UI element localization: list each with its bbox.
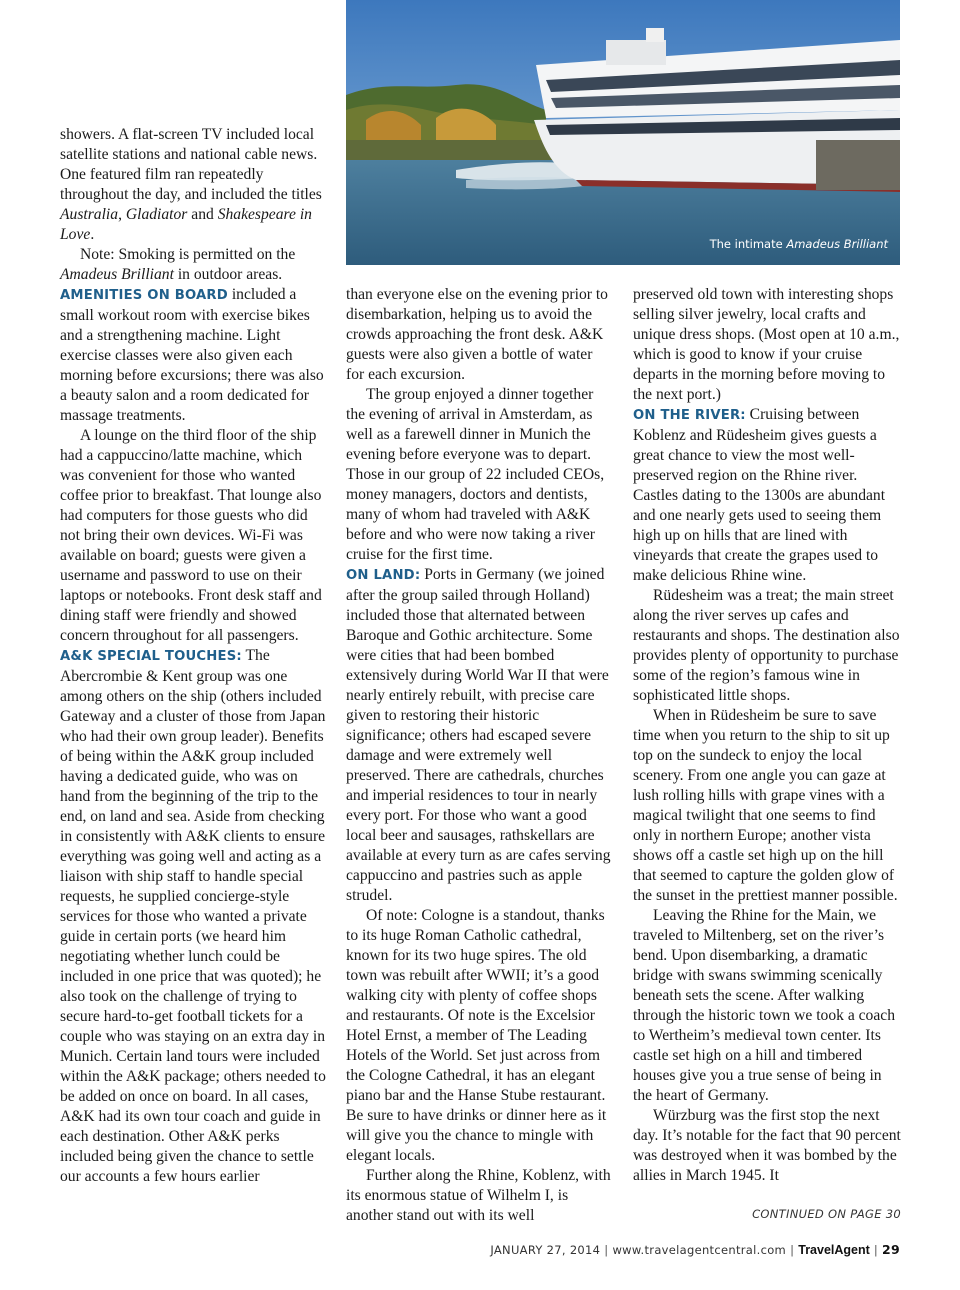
page-footer: JANUARY 27, 2014 | www.travelagentcentral.com | TravelAgent | 29 bbox=[490, 1242, 900, 1257]
paragraph: ON THE RIVER: Cruising between Koblenz and Rüdesheim gives guests a great chance to view the most well-preserved region on the Rhine river. Castles dating to the 1300s are abundant and one nearly gets used to seeing them high up on hills that are lined with vineyards that create the grapes used to make delicious Rhine wine. bbox=[633, 406, 886, 584]
continued-notice: CONTINUED ON PAGE 30 bbox=[752, 1207, 901, 1221]
photo-caption: The intimate Amadeus Brilliant bbox=[709, 237, 888, 251]
paragraph: Note: Smoking is permitted on the Amadeus Brilliant in outdoor areas. bbox=[60, 246, 296, 283]
paragraph: When in Rüdesheim be sure to save time when you return to the ship to sit up top on the sundeck to enjoy the local scenery. From one angle you can gaze at lush rolling hills with grape vines with a magical twilight that one seems to find only in northern Europe; another vista shows off a castle set high up on the hill that seemed to capture the golden glow of the sunset in the prettiest manner possible. bbox=[633, 707, 898, 904]
section-heading-on-land: ON LAND: bbox=[346, 568, 421, 583]
website-url: www.travelagentcentral.com bbox=[612, 1243, 787, 1257]
paragraph: preserved old town with interesting shops selling silver jewelry, local crafts and unique dress shops. (Most open at 10 a.m., which is good to know if your cruise departs in the morning before moving to the next port.) bbox=[633, 286, 900, 403]
paragraph: A&K SPECIAL TOUCHES: The Abercrombie & Kent group was one among others on the ship (others included Gateway and a cluster of those from Japan who had their own group leader). Benefits of being within the A&K group included having a dedicated guide, who was on hand from the beginning of the trip to the end, on land and sea. Aside from checking in consistently with A&K clients to ensure everything was going well and acting as a liaison with ship staff to handle special requests, he supplied concierge-style services for those who wanted a private guide in certain ports (we heard him negotiating whether lunch could be included in one price that was quoted); he also took on the challenge of trying to secure hard-to-get football tickets for a couple who was staying on an extra day in Munich. Certain land tours were included within the A&K package; others needed to be added on once on board. In all cases, A&K had its own tour coach and guide in each destination. Other A&K perks included being given the chance to settle our accounts a few hours earlier bbox=[60, 647, 326, 1185]
issue-date: JANUARY 27, 2014 bbox=[490, 1243, 601, 1257]
magazine-brand: TravelAgent bbox=[798, 1243, 870, 1257]
page-number: 29 bbox=[882, 1242, 900, 1257]
river-ship-illustration bbox=[346, 0, 900, 265]
ship-photo bbox=[346, 0, 900, 265]
paragraph: Würzburg was the first stop the next day. It’s notable for the fact that 90 percent was destroyed when it was bombed by the allies in March 1945. It bbox=[633, 1107, 901, 1184]
article-column-2 bbox=[346, 285, 614, 1226]
paragraph: Of note: Cologne is a standout, thanks to its huge Roman Catholic cathedral, known for its two huge spires. The old town was rebuilt after WWII; it’s a good walking city with plenty of coffee shops and restaurants. Of note is the Excelsior Hotel Ernst, a member of The Leading Hotels of the World. Set just across from the Cologne Cathedral, it has an elegant piano bar and the Hanse Stube restaurant. Be sure to have drinks or dinner here as it will give you the chance to mingle with elegant locals. bbox=[346, 907, 607, 1164]
paragraph: The group enjoyed a dinner together the evening of arrival in Amsterdam, as well as a farewell dinner in Munich the evening before everyone was to depart. Those in our group of 22 included CEOs, money managers, doctors and dentists, many of whom had traveled with A&K before and who were now taking a river cruise for the first time. bbox=[346, 386, 605, 563]
section-heading-on-the-river: ON THE RIVER: bbox=[633, 408, 746, 423]
article-column-3 bbox=[633, 285, 903, 1186]
paragraph: Rüdesheim was a treat; the main street along the river serves up cafes and restaurants and shops. The destination also provides plenty of opportunity to purchase some of the region’s famous wine in sophisticated little shops. bbox=[633, 587, 900, 704]
paragraph: AMENITIES ON BOARD included a small workout room with exercise bikes and a strengthening machine. Light exercise classes were also given each morning before excursions; there was also a beauty salon and a room dedicated for massage treatments. bbox=[60, 286, 324, 424]
article-column-1 bbox=[60, 125, 326, 1187]
paragraph: showers. A flat-screen TV included local satellite stations and national cable news. One featured film ran repeatedly throughout the day, and included the titles Australia, Gladiator and Shakespeare in Love. bbox=[60, 126, 322, 243]
paragraph: ON LAND: Ports in Germany (we joined after the group sailed through Holland) included those that alternated between Baroque and Gothic architecture. Some were cities that had been bombed extensively during World War II that were nearly entirely rebuilt, with precise care given to restoring their historic significance; others had escaped severe damage and were extremely well preserved. There are cathedrals, churches and imperial residences to tour in nearly every port. For those who want a good local beer and sausages, rathskellars are available at every turn as are cafes serving cappuccino and pastries such as apple strudel. bbox=[346, 566, 611, 904]
paragraph: A lounge on the third floor of the ship had a cappuccino/latte machine, which was convenient for those who wanted coffee prior to breakfast. That lounge also had computers for those guests who did not bring their own devices. Wi-Fi was available on board; guests were given a username and password to use on their laptops or notebooks. Front desk staff and dining staff were friendly and showed concern throughout for all passengers. bbox=[60, 427, 322, 644]
section-heading-amenities: AMENITIES ON BOARD bbox=[60, 288, 228, 303]
paragraph: Further along the Rhine, Koblenz, with its enormous statue of Wilhelm I, is another stand out with its well bbox=[346, 1167, 611, 1224]
paragraph: than everyone else on the evening prior to disembarkation, helping us to avoid the crowds approaching the front desk. A&K guests were also given a bottle of water for each excursion. bbox=[346, 286, 608, 383]
section-heading-special-touches: A&K SPECIAL TOUCHES: bbox=[60, 649, 242, 664]
paragraph: Leaving the Rhine for the Main, we traveled to Miltenberg, set on the river’s bend. Upon disembarking, a dramatic bridge with swans swimming scenically beneath sets the scene. After walking through the historic town we took a coach to Wertheim’s medieval town center. Its castle set high on a hill and timbered houses give you a true sense of being in the heart of Germany. bbox=[633, 907, 895, 1104]
